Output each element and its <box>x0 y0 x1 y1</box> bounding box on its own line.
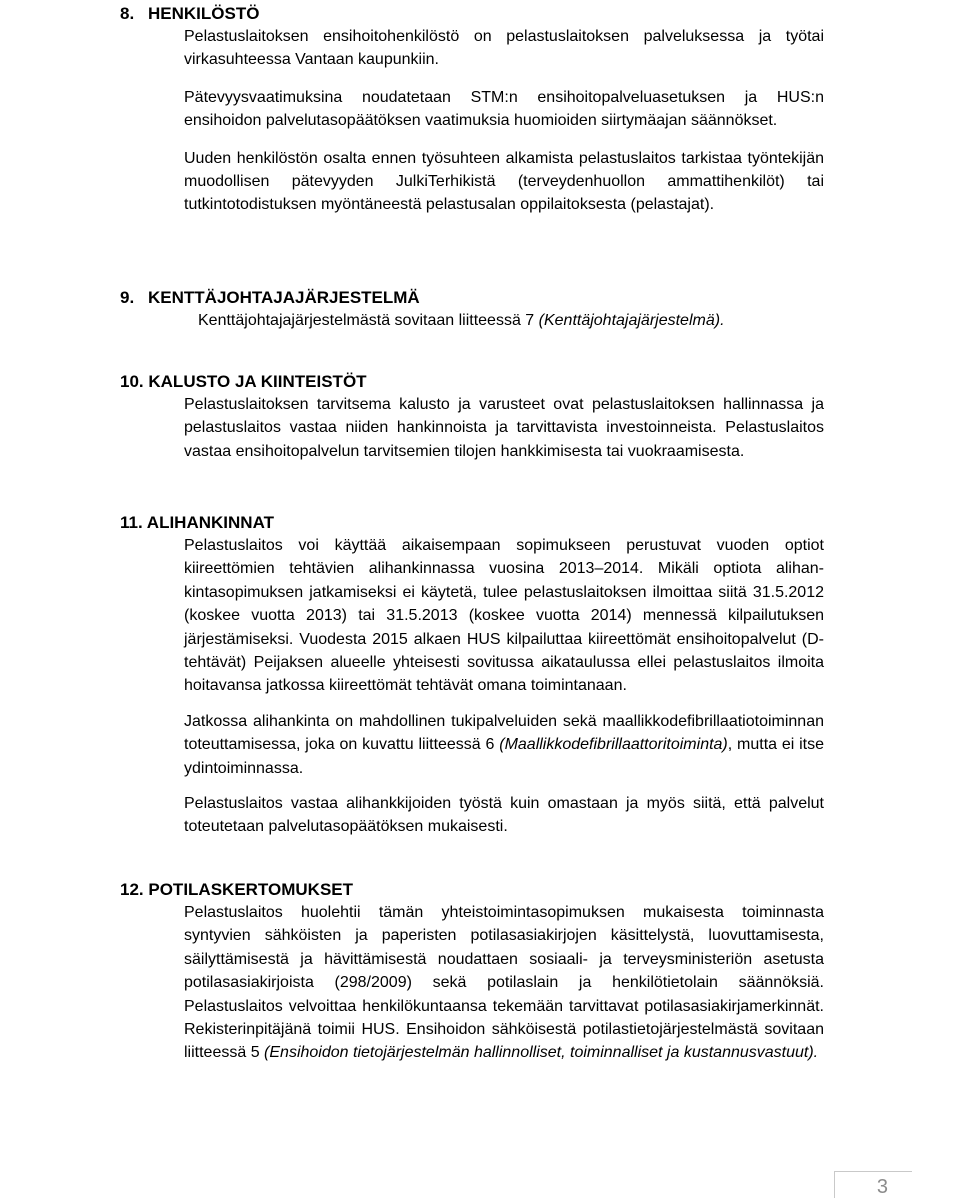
section-kenttajohtajajarjestelma <box>120 286 830 332</box>
section-title: KENTTÄJOHTAJAJÄRJESTELMÄ <box>148 288 420 307</box>
section-title: KALUSTO JA KIINTEISTÖT <box>148 372 367 391</box>
paragraph-text: , mutta ei itse ydintoiminnassa. <box>184 736 824 777</box>
paragraph-text: Jatkossa alihankinta on mahdollinen tukipalveluiden sekä maallikkodefibrillaatiotoiminnan toteuttamisessa, joka on kuvattu liitteessä 6 <box>184 712 824 754</box>
appendix-reference: (Ensihoidon tietojärjestelmän hallinnolliset, toiminnalliset ja kustannusvastuut). <box>264 1044 819 1062</box>
paragraph: Uuden henkilöstön osalta ennen työsuhteen alkamista pelastuslaitos tarkistaa työntekijän muodollisen pätevyyden JulkiTerhikistä (terveydenhuollon ammattihenkilöt) tai tutkintotodistuksen myöntäneestä pelastusalan oppilaitoksesta (pelastajat). <box>184 149 824 214</box>
section-title: ALIHANKINNAT <box>146 513 274 532</box>
section-number: 8. <box>120 4 135 23</box>
appendix-reference: (Kenttäjohtajajärjestelmä). <box>538 312 725 329</box>
paragraph-text: Pelastuslaitos huolehtii tämän yhteistoimintasopimuksen mukaisesta toiminnasta syntyvien sähköisten ja paperisten potilasasiakirjojen käsittelystä, luovuttamisesta, säilyttämisestä ja hävittämisestä noudattaen sosiaali- ja terveysministeriön asetusta potilasasiakirjoista (298/2009) sekä potilaslain ja henkilötietolain säännöksiä. Pelastuslaitos velvoittaa henkilökuntaansa tekemään tarvittavat potilasasiakirjamerkinnät. Rekisterinpitäjänä toimii HUS. Ensihoidon sähköisestä potilastietojärjestelmästä sovitaan liitteessä 5 <box>184 904 824 1062</box>
appendix-reference: (Maallikkodefibrillaattoritoiminta) <box>499 736 728 754</box>
paragraph <box>184 710 824 780</box>
section-title: POTILASKERTOMUKSET <box>148 880 354 899</box>
section-title: HENKILÖSTÖ <box>148 4 260 23</box>
page-number: 3 <box>876 1176 888 1198</box>
section-number: 12. <box>120 880 144 899</box>
section-kalusto-ja-kiinteistot <box>120 370 830 463</box>
paragraph: Pelastuslaitos voi käyttää aikaisempaan sopimukseen perustuvat vuoden optiot kiireettömien tehtävien alihankinnassa vuosina 2013–2014. Mikäli optiota alihankintasopimuksen jatkamiseksi ei käytetä, tulee pelastuslaitoksen ilmoittaa siitä 31.5.2012 (koskee vuotta 2013) tai 31.5.2013 (koskee vuotta 2014) mennessä kilpailutuksen järjestämiseksi. Vuodesta 2015 alkaen HUS kilpailuttaa kiireettömät ensihoitopalvelut (D-tehtävät) Peijaksen alueelle yhteisesti sovitussa aikataulussa ellei pelastuslaitos ilmoita hoitavansa jatkossa kiireettömät tehtävät omana toimintanaan. <box>184 537 824 695</box>
section-potilaskertomukset <box>120 878 830 1065</box>
paragraph-text: Kenttäjohtajajärjestelmästä sovitaan liitteessä 7 <box>198 312 539 329</box>
page-number-frame <box>834 1171 912 1198</box>
section-number: 11. <box>120 513 143 532</box>
section-heading <box>120 286 830 309</box>
section-henkilosto <box>120 2 830 217</box>
section-number: 9. <box>120 288 135 307</box>
paragraph: Pätevyysvaatimuksina noudatetaan STM:n ensihoitopalveluasetuksen ja HUS:n ensihoidon palvelutasopäätöksen vaatimuksia huomioiden siirtymäajan säännökset. <box>184 88 824 130</box>
paragraph: Pelastuslaitoksen ensihoitohenkilöstö on pelastuslaitoksen palveluksessa ja työtai virkasuhteessa Vantaan kaupunkiin. <box>184 28 824 69</box>
section-heading <box>120 370 830 393</box>
paragraph: Pelastuslaitos vastaa alihankkijoiden työstä kuin omastaan ja myös siitä, että palvelut toteutetaan palvelutasopäätöksen mukaisesti. <box>184 795 824 836</box>
paragraph <box>184 901 824 1065</box>
section-number: 10. <box>120 372 144 391</box>
section-heading <box>120 878 830 901</box>
paragraph <box>198 309 838 332</box>
section-heading <box>120 2 830 25</box>
section-heading <box>120 511 830 534</box>
paragraph: Pelastuslaitoksen tarvitsema kalusto ja varusteet ovat pelastuslaitoksen hallinnassa ja pelastuslaitos vastaa niiden hankinnoista ja tarvittavista investoinneista. Pelastuslaitos vastaa ensihoitopalvelun tarvitsemien tilojen hankkimisesta tai vuokraamisesta. <box>184 396 824 460</box>
section-alihankinnat <box>120 511 830 839</box>
